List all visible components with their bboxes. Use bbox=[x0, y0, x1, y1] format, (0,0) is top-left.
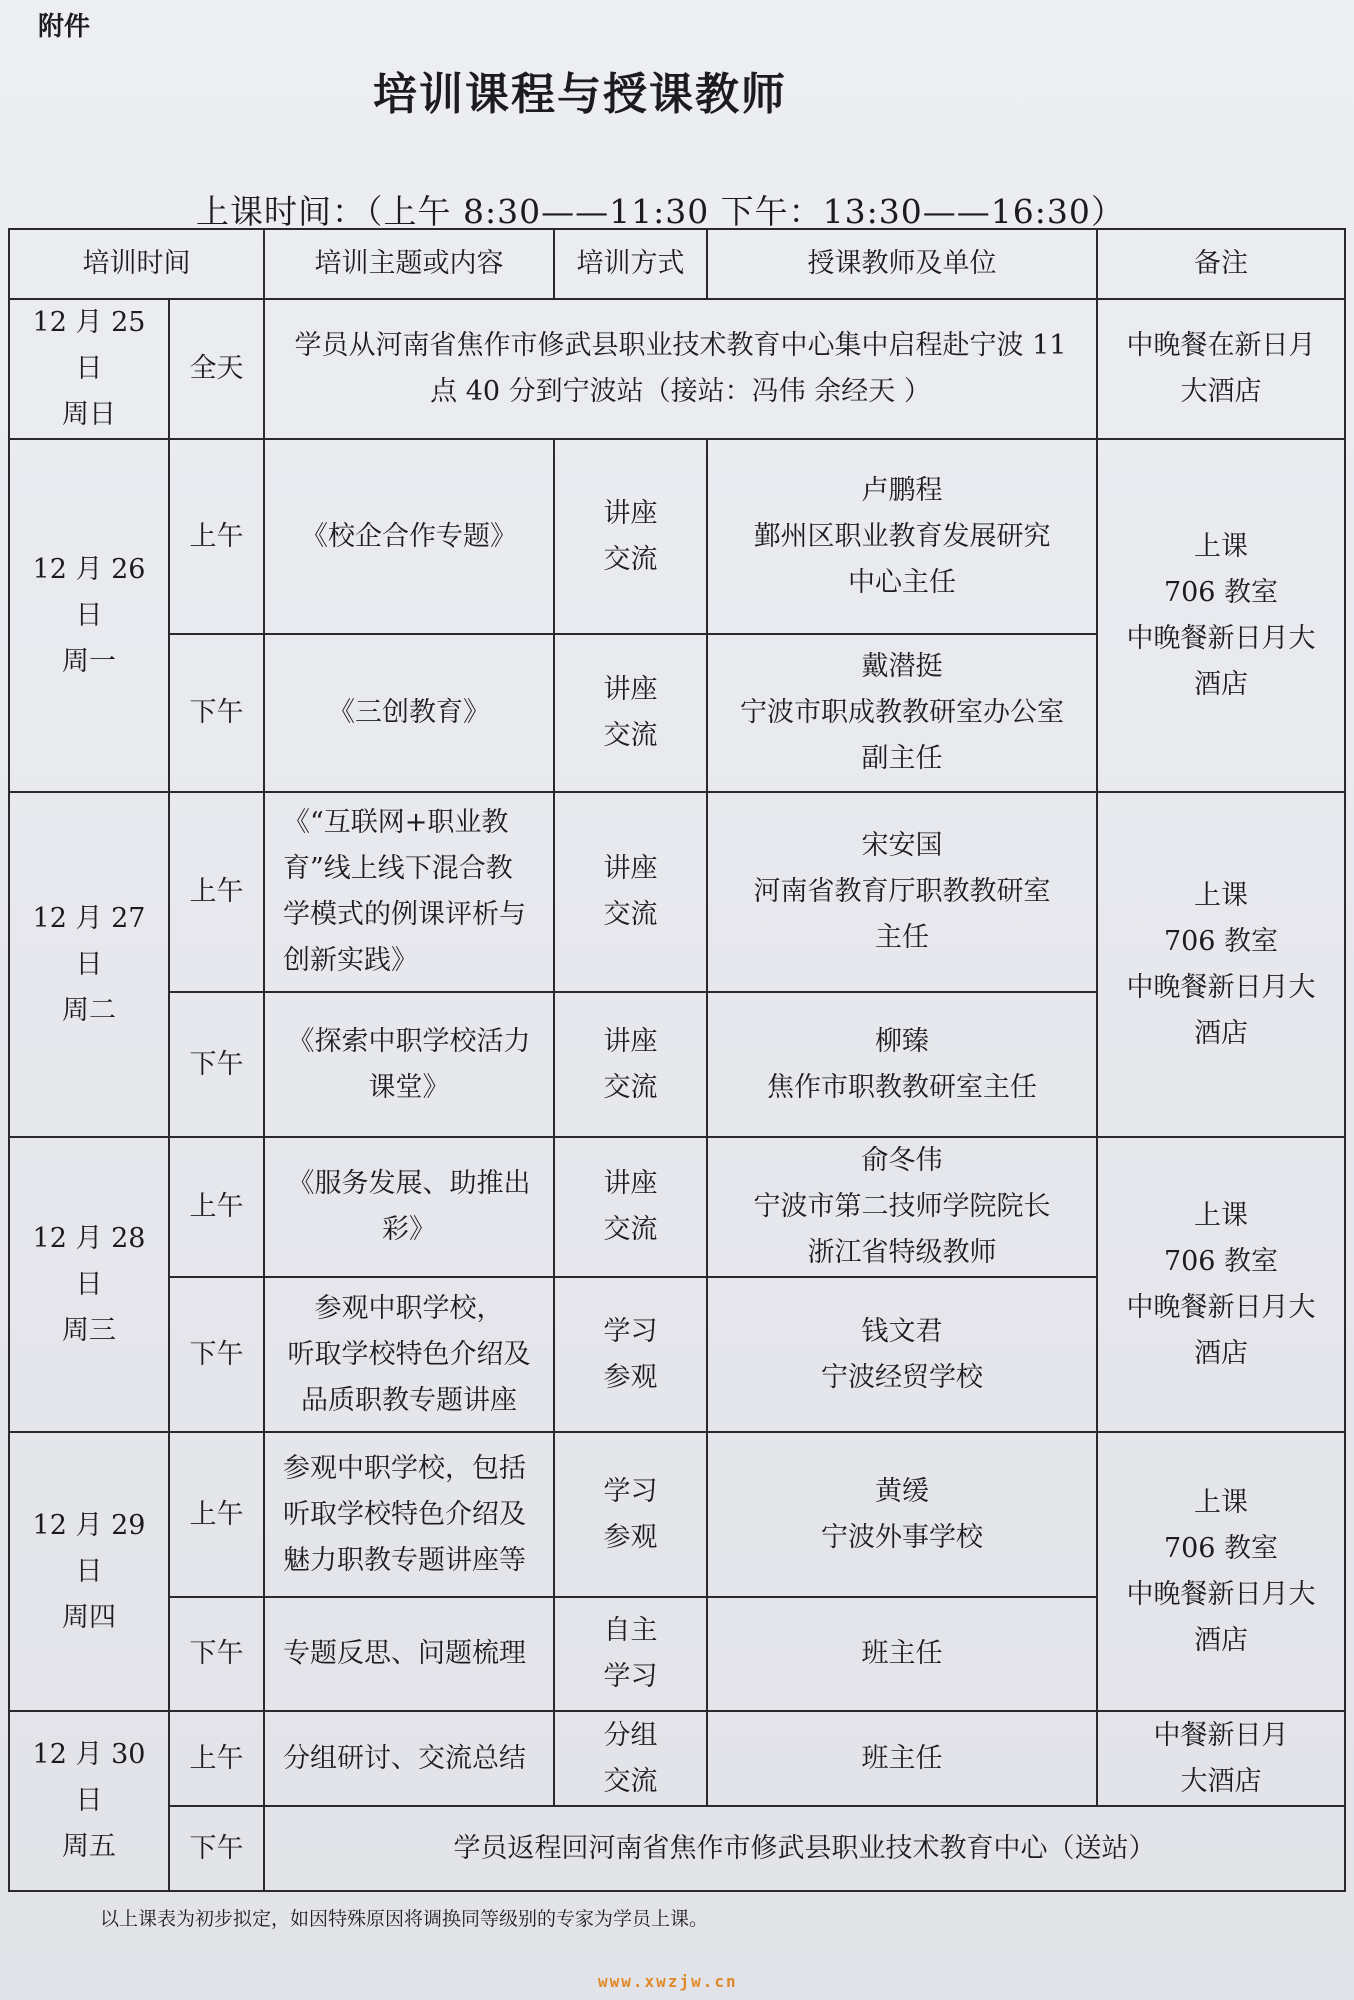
session-topic: 分组研讨、交流总结 bbox=[264, 1711, 554, 1806]
header-topic: 培训主题或内容 bbox=[264, 229, 554, 299]
session-teacher: 柳臻 焦作市职教教研室主任 bbox=[707, 992, 1097, 1137]
table-row bbox=[9, 299, 1345, 439]
session-teacher: 俞冬伟 宁波市第二技师学院院长 浙江省特级教师 bbox=[707, 1137, 1097, 1277]
table-row bbox=[9, 792, 1345, 992]
period-label: 下午 bbox=[169, 1277, 264, 1432]
day-date: 12 月 25 日 周日 bbox=[9, 299, 169, 439]
session-teacher: 卢鹏程 鄞州区职业教育发展研究 中心主任 bbox=[707, 439, 1097, 634]
session-topic: 专题反思、问题梳理 bbox=[264, 1597, 554, 1711]
session-teacher: 黄缓 宁波外事学校 bbox=[707, 1432, 1097, 1597]
session-method: 讲座 交流 bbox=[554, 792, 707, 992]
session-method: 学习 参观 bbox=[554, 1277, 707, 1432]
period-label: 上午 bbox=[169, 792, 264, 992]
session-method: 自主 学习 bbox=[554, 1597, 707, 1711]
period-label: 上午 bbox=[169, 1432, 264, 1597]
day-date: 12 月 28 日 周三 bbox=[9, 1137, 169, 1432]
schedule-table bbox=[8, 228, 1346, 1892]
table-row bbox=[9, 439, 1345, 634]
session-method: 讲座 交流 bbox=[554, 439, 707, 634]
session-topic: 《三创教育》 bbox=[264, 634, 554, 792]
session-content: 学员返程回河南省焦作市修武县职业技术教育中心（送站） bbox=[264, 1806, 1345, 1891]
watermark: www.xwzjw.cn bbox=[598, 1972, 738, 1991]
period-label: 下午 bbox=[169, 1806, 264, 1891]
table-row bbox=[9, 1137, 1345, 1277]
session-topic: 参观中职学校， 听取学校特色介绍及 品质职教专题讲座 bbox=[264, 1277, 554, 1432]
session-topic: 《校企合作专题》 bbox=[264, 439, 554, 634]
remark-cell: 中餐新日月 大酒店 bbox=[1097, 1711, 1345, 1806]
session-teacher: 班主任 bbox=[707, 1597, 1097, 1711]
remark-cell: 中晚餐在新日月 大酒店 bbox=[1097, 299, 1345, 439]
class-time-line: 上课时间：（上午 8:30——11:30 下午：13:30——16:30） bbox=[196, 192, 1125, 231]
header-remark: 备注 bbox=[1097, 229, 1345, 299]
session-method: 讲座 交流 bbox=[554, 634, 707, 792]
period-label: 上午 bbox=[169, 1711, 264, 1806]
day-date: 12 月 26 日 周一 bbox=[9, 439, 169, 792]
period-label: 下午 bbox=[169, 634, 264, 792]
remark-cell: 上课 706 教室 中晚餐新日月大 酒店 bbox=[1097, 792, 1345, 1137]
footnote: 以上课表为初步拟定，如因特殊原因将调换同等级别的专家为学员上课。 bbox=[100, 1908, 709, 1930]
period-label: 全天 bbox=[169, 299, 264, 439]
session-topic: 《服务发展、助推出 彩》 bbox=[264, 1137, 554, 1277]
session-teacher: 班主任 bbox=[707, 1711, 1097, 1806]
table-row bbox=[9, 1711, 1345, 1806]
period-label: 下午 bbox=[169, 992, 264, 1137]
session-teacher: 宋安国 河南省教育厅职教教研室 主任 bbox=[707, 792, 1097, 992]
table-row bbox=[9, 1806, 1345, 1891]
remark-cell: 上课 706 教室 中晚餐新日月大 酒店 bbox=[1097, 439, 1345, 792]
day-date: 12 月 27 日 周二 bbox=[9, 792, 169, 1137]
period-label: 上午 bbox=[169, 1137, 264, 1277]
header-method: 培训方式 bbox=[554, 229, 707, 299]
session-topic: 参观中职学校，包括 听取学校特色介绍及 魅力职教专题讲座等 bbox=[264, 1432, 554, 1597]
session-method: 讲座 交流 bbox=[554, 992, 707, 1137]
period-label: 下午 bbox=[169, 1597, 264, 1711]
header-teacher: 授课教师及单位 bbox=[707, 229, 1097, 299]
header-training-time: 培训时间 bbox=[9, 229, 264, 299]
day-date: 12 月 30 日 周五 bbox=[9, 1711, 169, 1891]
session-method: 讲座 交流 bbox=[554, 1137, 707, 1277]
attachment-label: 附件 bbox=[38, 12, 91, 42]
session-teacher: 戴潜挺 宁波市职成教教研室办公室 副主任 bbox=[707, 634, 1097, 792]
session-content: 学员从河南省焦作市修武县职业技术教育中心集中启程赴宁波 11 点 40 分到宁波站（接站：冯伟 余经天 ） bbox=[264, 299, 1097, 439]
session-method: 分组 交流 bbox=[554, 1711, 707, 1806]
table-header-row bbox=[9, 229, 1345, 299]
session-topic: 《“互联网+职业教 育”线上线下混合教 学模式的例课评析与 创新实践》 bbox=[264, 792, 554, 992]
session-method: 学习 参观 bbox=[554, 1432, 707, 1597]
page-title: 培训课程与授课教师 bbox=[373, 69, 787, 120]
period-label: 上午 bbox=[169, 439, 264, 634]
table-row bbox=[9, 1432, 1345, 1597]
session-teacher: 钱文君 宁波经贸学校 bbox=[707, 1277, 1097, 1432]
day-date: 12 月 29 日 周四 bbox=[9, 1432, 169, 1711]
session-topic: 《探索中职学校活力 课堂》 bbox=[264, 992, 554, 1137]
remark-cell: 上课 706 教室 中晚餐新日月大 酒店 bbox=[1097, 1137, 1345, 1432]
remark-cell: 上课 706 教室 中晚餐新日月大 酒店 bbox=[1097, 1432, 1345, 1711]
